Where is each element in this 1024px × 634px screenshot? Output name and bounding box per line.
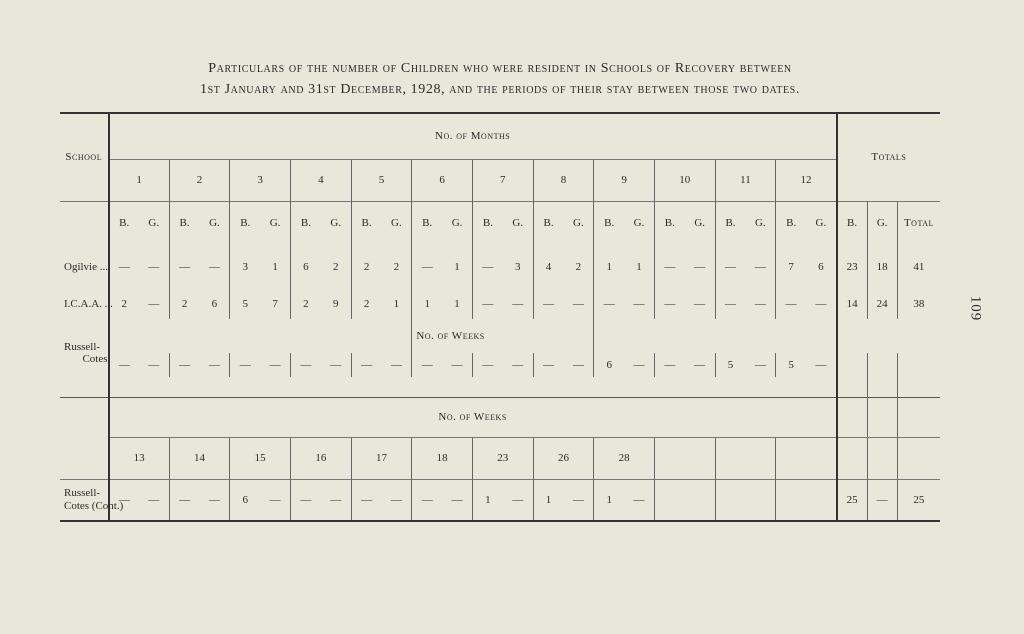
school-name-line2: Cotes [82,353,108,365]
cell-value: — [260,479,290,521]
cell-value: — [109,353,139,377]
cell-value: — [776,289,806,319]
blank-cell [745,479,775,521]
cell-value: 2 [351,245,381,289]
cell-value: — [321,479,351,521]
weeks-note-row [60,319,940,353]
cell-value: — [148,261,160,273]
girls-header: G. [269,217,281,230]
school-name-line1: Russell- [64,486,101,499]
blank-cell [837,353,867,377]
boys-header: B. [715,201,745,245]
cell-value: — [109,245,139,289]
residency-table [60,112,940,522]
cell-value: 5 [715,353,745,377]
school-header: School [60,113,109,201]
girls-header: G. [694,217,706,230]
cell-value: — [269,359,281,371]
week-number: 15 [230,437,291,479]
boys-header: B. [533,201,563,245]
cell-value: 1 [272,261,278,273]
boys-header: B. [291,201,321,245]
week-number-row [60,437,940,479]
cell-value: 2 [109,289,139,319]
total-value: 23 [837,245,867,289]
total-value: — [867,479,897,521]
week-number: 28 [594,437,655,479]
month-number: 1 [109,159,170,201]
boys-header: B. [230,201,260,245]
cell-value: 5 [230,289,260,319]
boys-header: B. [109,201,139,245]
girls-header: G. [815,217,827,230]
cell-value: — [442,479,472,521]
cell-value: — [624,479,654,521]
month-number-row [60,159,940,201]
total-value: 38 [897,289,940,319]
week-number: 14 [169,437,230,479]
month-number: 10 [654,159,715,201]
cell-value: 1 [472,479,502,521]
cell-value: 1 [454,298,460,310]
girls-header: G. [573,217,584,230]
blank-cell [776,479,806,521]
cell-value: — [754,261,766,273]
cell-value: — [148,298,160,310]
blank-cell [837,437,867,479]
cell-value: — [139,479,169,521]
total-header: Total [897,201,940,245]
cell-value: 1 [533,479,563,521]
cell-value: 1 [412,289,442,319]
girls-header: G. [451,217,463,230]
cell-value: 2 [351,289,381,319]
total-value: 41 [897,245,940,289]
blank-cell [867,353,897,377]
blank-cell [654,437,715,479]
cell-value: 2 [393,261,400,273]
cell-value: — [169,479,199,521]
cell-value: — [715,289,745,319]
table-title [60,58,940,100]
cell-value: — [291,353,321,377]
spacer-row [60,377,940,397]
weeks-header-row [60,397,940,437]
cell-value: — [633,298,645,310]
week-number: 23 [472,437,533,479]
cell-value: — [230,353,260,377]
cell-value: 1 [594,245,624,289]
blank-cell [897,353,940,377]
blank-cell [60,201,109,245]
total-value: 14 [837,289,867,319]
cell-value: 1 [636,261,642,273]
girls-header: G. [867,201,897,245]
cell-value: — [815,359,827,371]
cell-value: — [412,353,442,377]
cell-value: — [654,245,684,289]
boys-header: B. [412,201,442,245]
month-number: 3 [230,159,291,201]
cell-value: 2 [575,261,582,273]
cell-value: 4 [533,245,563,289]
cell-value: — [208,359,220,371]
page-number: 109 [967,295,984,322]
week-number: 18 [412,437,473,479]
month-number: 8 [533,159,594,201]
weeks-header: No. of Weeks [109,397,837,437]
table-row [60,289,940,319]
month-number: 4 [291,159,352,201]
boys-header: B. [169,201,199,245]
cell-value: 3 [514,261,521,273]
cell-value: — [169,353,199,377]
blank-cell [715,479,745,521]
cell-value: — [412,479,442,521]
title-line-1: Particulars of the number of Children who were resident in Schools of Recovery between [208,61,792,76]
total-value: 18 [867,245,897,289]
month-number: 9 [594,159,655,201]
school-name: Ogilvie ... [64,261,108,273]
cell-value: — [594,289,624,319]
month-number: 5 [351,159,412,201]
cell-value: — [654,289,684,319]
boys-header: B. [594,201,624,245]
cell-value: — [512,298,524,310]
cell-value: — [563,479,593,521]
month-number: 11 [715,159,776,201]
cell-value: — [533,353,563,377]
week-number: 17 [351,437,412,479]
cell-value: — [715,245,745,289]
cell-value: — [754,359,766,371]
table-row [60,245,940,289]
total-value: 25 [897,479,940,521]
cell-value: — [351,353,381,377]
total-value: 24 [867,289,897,319]
month-number: 7 [472,159,533,201]
bg-header-row [60,201,940,245]
cell-value: 2 [332,261,339,273]
girls-header: G. [148,217,160,230]
cell-value: — [694,261,706,273]
cell-value: 6 [594,353,624,377]
school-name-cont [60,479,124,521]
months-header: No. of Months [109,113,837,159]
cell-value: 1 [393,298,400,310]
cell-value: — [472,245,502,289]
girls-header: G. [633,217,645,230]
cell-value: — [109,479,139,521]
cell-value: — [451,359,463,371]
boys-header: B. [837,201,867,245]
cell-value: 3 [230,245,260,289]
month-number: 6 [412,159,473,201]
cell-value: 1 [594,479,624,521]
blank-cell [867,437,897,479]
cell-value: 6 [211,298,218,310]
cell-value: 1 [454,261,460,273]
cell-value: — [148,359,160,371]
cell-value: — [472,353,502,377]
cell-value: — [512,359,524,371]
cell-value: — [533,289,563,319]
cell-value: — [412,245,442,289]
cell-value: — [330,359,342,371]
week-number: 13 [109,437,170,479]
cell-value: — [694,359,706,371]
total-value: 25 [837,479,867,521]
girls-header: G. [754,217,766,230]
school-name-line2: Cotes (Cont.) [64,499,124,512]
cell-value: — [694,298,706,310]
month-number: 12 [776,159,837,201]
cell-value: 5 [776,353,806,377]
cell-value: 2 [291,289,321,319]
blank-cell [806,479,837,521]
table-row [60,353,940,377]
girls-header: G. [512,217,524,230]
cell-value: 9 [332,298,339,310]
cell-value: — [291,479,321,521]
cell-value: — [633,359,645,371]
blank-cell [685,479,715,521]
blank-cell [60,437,109,479]
month-number: 2 [169,159,230,201]
cell-value: 6 [818,261,824,273]
cell-value: 2 [169,289,199,319]
blank-cell [654,479,684,521]
girls-header: G. [209,217,220,230]
boys-header: B. [776,201,806,245]
cell-value: 7 [776,245,806,289]
girls-header: G. [391,217,402,230]
cell-value: 6 [291,245,321,289]
cell-value: — [815,298,827,310]
cell-value: 7 [272,298,278,310]
blank-cell [897,437,940,479]
week-number: 16 [291,437,352,479]
boys-header: B. [654,201,684,245]
cell-value: — [208,261,220,273]
blank-cell [715,437,776,479]
cell-value: — [503,479,533,521]
school-name-line1: Russell- [64,341,101,353]
boys-header: B. [472,201,502,245]
title-line-2: 1st January and 31st December, 1928, and the periods of their stay between those two dates. [200,82,800,97]
cell-value: — [390,359,402,371]
cell-value: — [200,479,230,521]
cell-value: — [381,479,411,521]
week-number: 26 [533,437,594,479]
cell-value: — [754,298,766,310]
cell-value: — [351,479,381,521]
cell-value: — [572,359,584,371]
cell-value: — [472,289,502,319]
table-row [60,479,940,521]
cell-value: — [654,353,684,377]
school-name: I.C.A.A. ... [64,298,113,310]
cell-value: — [572,298,584,310]
cell-value: 6 [230,479,260,521]
cell-value: — [169,245,199,289]
totals-header: Totals [837,113,940,201]
boys-header: B. [351,201,381,245]
girls-header: G. [330,217,342,230]
blank-cell [776,437,837,479]
weeks-note: No. of Weeks [412,319,594,353]
